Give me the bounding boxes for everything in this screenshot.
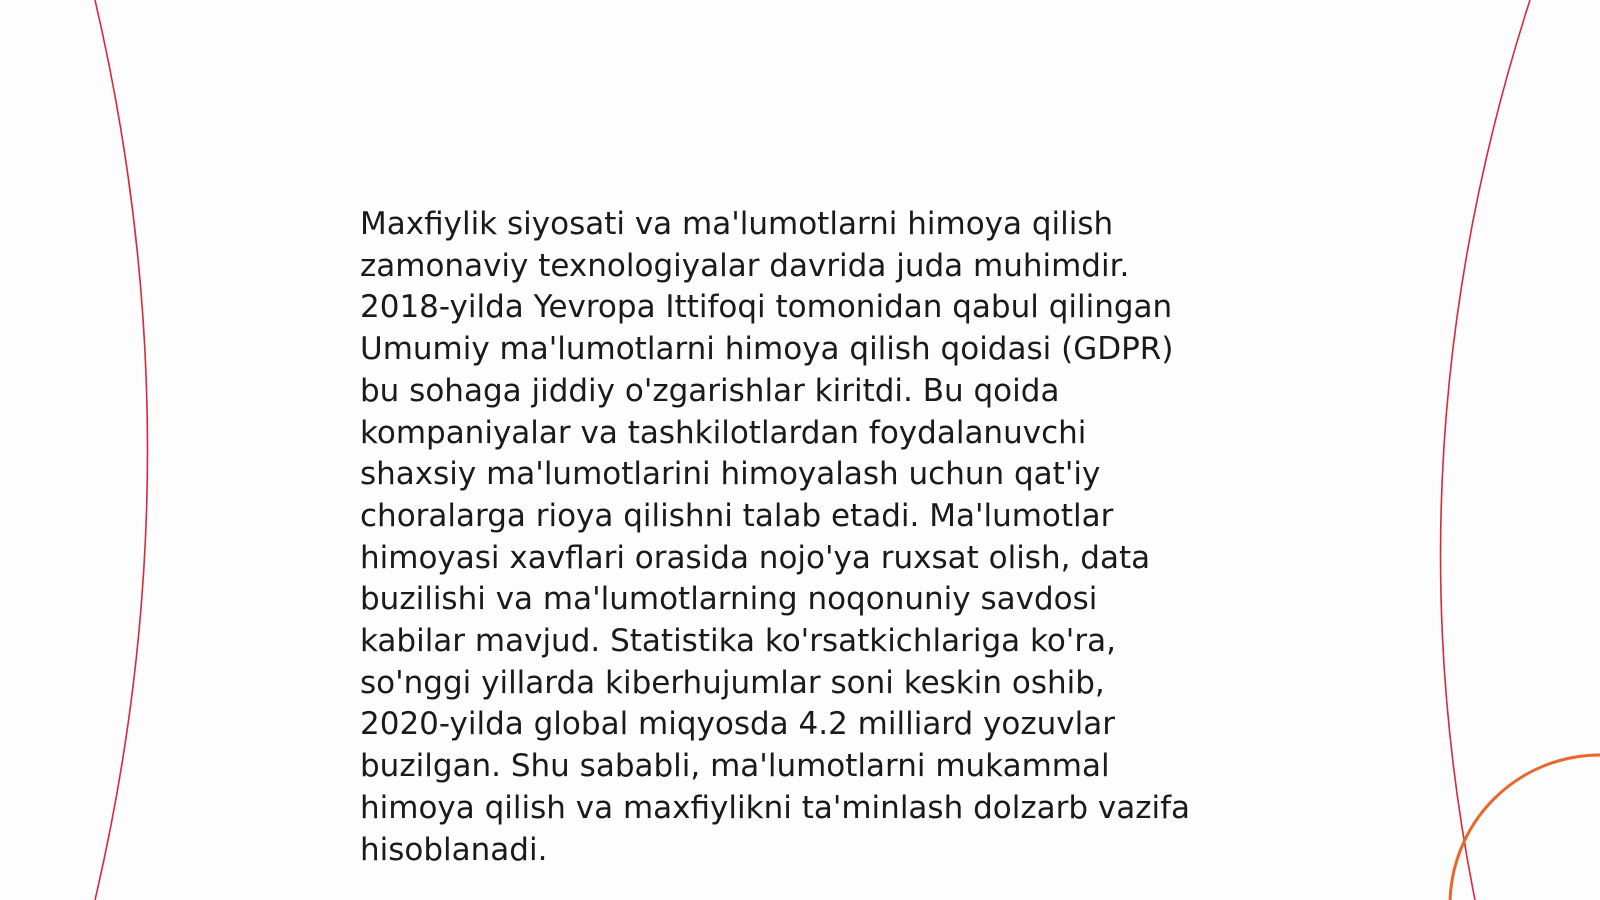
orange-circle-outline: [1450, 755, 1600, 900]
body-paragraph: Maxfiylik siyosati va ma'lumotlarni himoya qilish zamonaviy texnologiyalar davrida juda muhimdir. 2018-yilda Yevropa Ittifoqi tomonidan qabul qilingan Umumiy ma'lumotlarni himoya qilish qoidasi (GDPR) bu sohaga jiddiy o'zgarishlar kiritdi. Bu qoida kompaniyalar va tashkilotlardan foydalanuvchi shaxsiy ma'lumotlarini himoyalash uchun qat'iy choralarga rioya qilishni talab etadi. Ma'lumotlar himoyasi xavflari orasida nojo'ya ruxsat olish, data buzilishi va ma'lumotlarning noqonuniy savdosi kabilar mavjud. Statistika ko'rsatkichlariga ko'ra, so'nggi yillarda kiberhujumlar soni keskin oshib, 2020-yilda global miqyosda 4.2 milliard yozuvlar buzilgan. Shu sababli, ma'lumotlarni mukammal himoya qilish va maxfiylikni ta'minlash dolzarb vazifa hisoblanadi.: [360, 206, 1191, 868]
left-curve-line: [95, 0, 148, 900]
right-curve-line: [1441, 0, 1530, 900]
